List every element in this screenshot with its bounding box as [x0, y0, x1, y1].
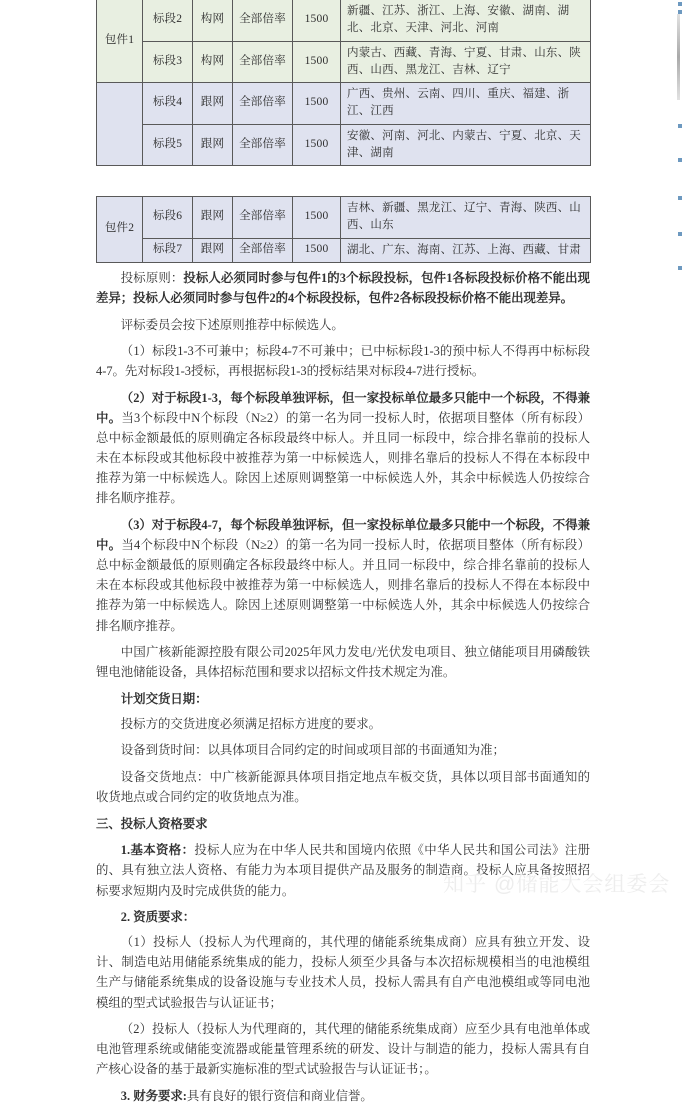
- edge-marker-icon: [678, 196, 682, 200]
- para-qual-q2: （2）投标人（投标人为代理商的，其代理的储能系统集成商）应至少具有电池单体或电池管理系统或储能变流器或能量管理系统的研发、设计与制造的能力，投标人需具有自产核心设备的基于最新实施标准的型式试验报告与认证证书；。: [96, 1022, 590, 1077]
- table-row: [97, 124, 591, 166]
- type-cell: 构网: [193, 41, 233, 83]
- rate-cell: 全部倍率: [233, 83, 293, 125]
- rule-3-rest: 当4个标段中N个标段（N≥2）的第一名为同一投标人时，依据项目整体（所有标段）总中标金额最低的原则确定各标段最终中标人。并且同一标段中，综合排名靠前的投标人未在本标段或其他标段中被推荐为第一中标候选人，则排名靠后的投标人不得在本标段中推荐为第一中标候选人。除因上述原则调整第一中标候选人外，其余中标候选人仍按综合排名顺序推荐。: [96, 538, 591, 633]
- regions-cell: 新疆、江苏、浙江、上海、安徽、湖南、湖北、北京、天津、河北、河南: [341, 0, 591, 41]
- para-rule-3: [96, 515, 590, 636]
- heading-section-3: 三、投标人资格要求: [96, 816, 208, 831]
- type-cell: 跟网: [193, 238, 233, 262]
- edge-marker-icon: [678, 10, 682, 14]
- qty-cell: 1500: [293, 238, 341, 262]
- type-cell: 跟网: [193, 83, 233, 125]
- para-scope: 中国广核新能源控股有限公司2025年风力发电/光伏发电项目、独立储能项目用磷酸铁锂电池储能设备，具体招标范围和要求以招标文件技术规定为准。: [96, 645, 590, 680]
- para-rule-1: （1）标段1-3不可兼中；标段4-7不可兼中；已中标标段1-3的预中标人不得再中标标段4-7。先对标段1-3授标，再根据标段1-3的授标结果对标段4-7进行授标。: [96, 344, 590, 379]
- qty-cell: 1500: [293, 83, 341, 125]
- lot-cell: 标段6: [143, 197, 193, 239]
- rule-2-rest: 当3个标段中N个标段（N≥2）的第一名为同一投标人时，依据项目整体（所有标段）总中标金额最低的原则确定各标段最终中标人。并且同一标段中，综合排名靠前的投标人未在本标段或其他标段中被推荐为第一中标候选人，则排名靠后的投标人不得在本标段中推荐为第一中标候选人。除因上述原则调整第一中标候选人外，其余中标候选人仍按综合排名顺序推荐。: [96, 411, 591, 506]
- lot-cell: 标段7: [143, 238, 193, 262]
- rate-cell: 全部倍率: [233, 0, 293, 41]
- para-delivery-progress: 投标方的交货进度必须满足招标方进度的要求。: [120, 716, 381, 731]
- para-qual-q1: （1）投标人（投标人为代理商的，其代理的储能系统集成商）应具有独立开发、设计、制造电站用储能系统集成的能力，投标人须至少具备与本次招标规模相当的电池模组生产与储能系统集成的设备设施与专业技术人员，投标人需具有自产电池模组或等同电池模组的型式试验报告与认证证书；: [96, 935, 590, 1010]
- qty-cell: 1500: [293, 124, 341, 166]
- heading-delivery-date: 计划交货日期：: [120, 691, 208, 706]
- lot-cell: 标段3: [143, 41, 193, 83]
- para-bid-principle: [96, 268, 590, 308]
- table-row: [97, 0, 591, 41]
- watermark-handle: @储能大会组委会: [494, 873, 671, 896]
- qty-cell: 1500: [293, 41, 341, 83]
- edge-marker-icon: [678, 124, 682, 128]
- rate-cell: 全部倍率: [233, 41, 293, 83]
- package-label-1b: [97, 83, 143, 166]
- regions-cell: 安徽、河南、河北、内蒙古、宁夏、北京、天津、湖南: [341, 124, 591, 166]
- regions-cell: 湖北、广东、海南、江苏、上海、西藏、甘肃: [341, 238, 591, 262]
- regions-cell: 广西、贵州、云南、四川、重庆、福建、浙江、江西: [341, 83, 591, 125]
- type-cell: 跟网: [193, 197, 233, 239]
- edge-marker-icon: [678, 158, 682, 162]
- package-table-lower: [96, 196, 591, 263]
- document-body: [96, 268, 590, 1112]
- rate-cell: 全部倍率: [233, 238, 293, 262]
- edge-marker-icon: [678, 2, 682, 6]
- package-label-1: 包件1: [97, 0, 143, 83]
- para-delivery-place: 设备交货地点：中广核新能源具体项目指定地点车板交货，具体以项目部书面通知的收货地点或合同约定的收货地点为准。: [96, 770, 590, 805]
- regions-cell: 内蒙古、西藏、青海、宁夏、甘肃、山东、陕西、山西、黑龙江、吉林、辽宁: [341, 41, 591, 83]
- lot-cell: 标段2: [143, 0, 193, 41]
- rate-cell: 全部倍率: [233, 124, 293, 166]
- watermark-logo: 知乎: [443, 873, 487, 896]
- para-committee-intro: 评标委员会按下述原则推荐中标候选人。: [120, 317, 344, 332]
- qty-cell: 1500: [293, 0, 341, 41]
- heading-qualification: 2. 资质要求：: [120, 910, 196, 925]
- bid-principle-text: 投标人必须同时参与包件1的3个标段投标，包件1各标段投标价格不能出现差异；投标人必须同时参与包件2的4个标段投标，包件2各标段投标价格不能出现差异。: [96, 271, 591, 306]
- page-scrollbar[interactable]: [677, 14, 680, 100]
- qty-cell: 1500: [293, 197, 341, 239]
- para-rule-2: [96, 388, 590, 509]
- package-table-upper: [96, 0, 591, 166]
- watermark: [443, 868, 670, 898]
- regions-cell: 吉林、新疆、黑龙江、辽宁、青海、陕西、山西、山东: [341, 197, 591, 239]
- lot-cell: 标段4: [143, 83, 193, 125]
- type-cell: 构网: [193, 0, 233, 41]
- bid-principle-label: 投标原则：: [120, 271, 184, 285]
- package-label-2: 包件2: [97, 197, 143, 263]
- rate-cell: 全部倍率: [233, 197, 293, 239]
- qual-finance-text: 具有良好的银行资信和商业信誉。: [186, 1088, 373, 1103]
- rule-3-bold: （3）对于标段4-7，每个标段单独评标，但一家投标单位最多只能中一个标段，不得兼中。: [96, 518, 590, 553]
- edge-marker-icon: [678, 232, 682, 236]
- table-row: [97, 83, 591, 125]
- table-row: [97, 41, 591, 83]
- rule-2-bold: （2）对于标段1-3，每个标段单独评标，但一家投标单位最多只能中一个标段，不得兼中。: [96, 390, 590, 426]
- table-row: [97, 197, 591, 239]
- qual-finance-label: 3. 财务要求:: [120, 1088, 187, 1103]
- type-cell: 跟网: [193, 124, 233, 166]
- lot-cell: 标段5: [143, 124, 193, 166]
- edge-marker-icon: [678, 266, 682, 270]
- para-qual-finance: [96, 1086, 590, 1106]
- para-delivery-arrival: 设备到货时间：以具体项目合同约定的时间或项目部的书面通知为准；: [120, 743, 505, 758]
- qual-basic-label: 1.基本资格：: [120, 843, 195, 858]
- table-row: [97, 238, 591, 262]
- qual-basic-text: 投标人应为在中华人民共和国境内依照《中华人民共和国公司法》注册的、具有独立法人资格、有能力为本项目提供产品及服务的制造商。投标人应具备按照招标要求短期内及时完成供货的能力。: [96, 843, 591, 898]
